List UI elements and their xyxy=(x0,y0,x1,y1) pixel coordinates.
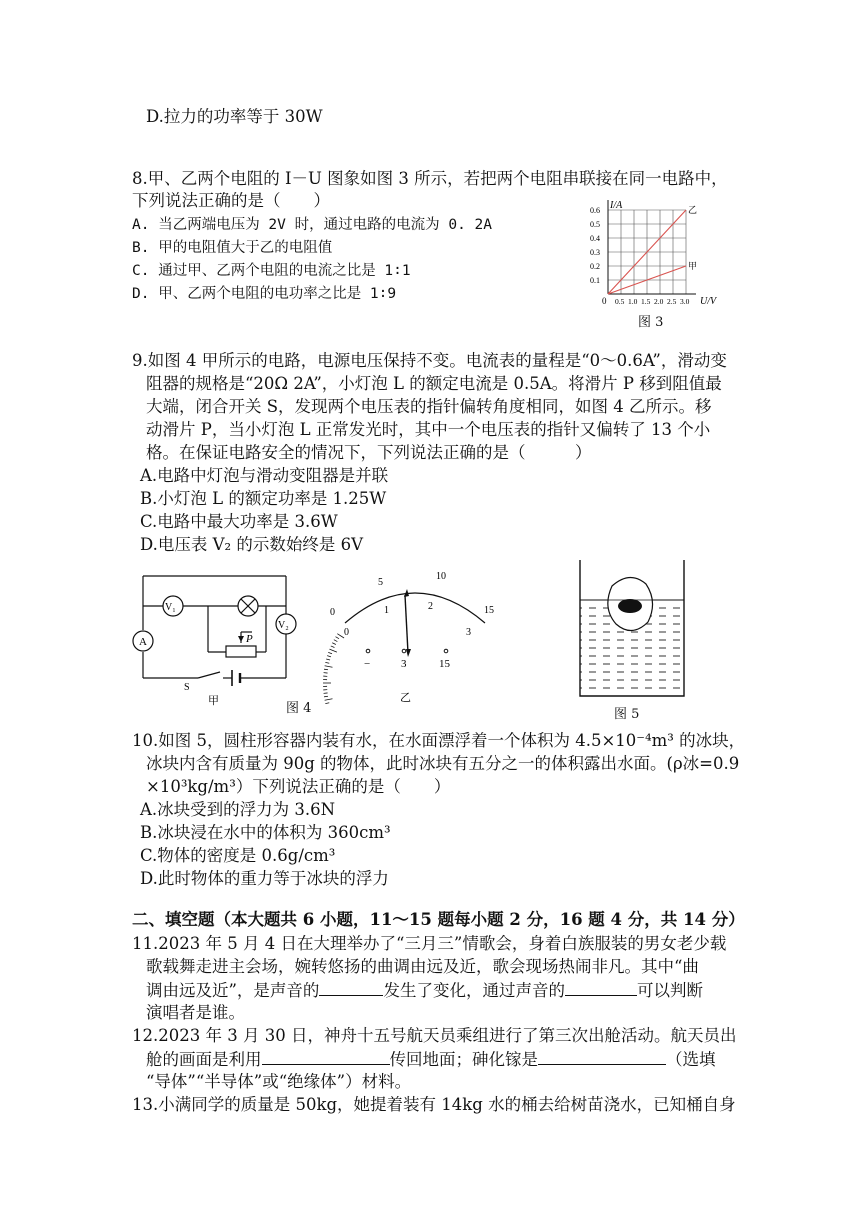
q8-stem-line1: 8.甲、乙两个电阻的 I－U 图象如图 3 所示，若把两个电阻串联接在同一电路中， xyxy=(132,169,728,188)
q12-blank-2[interactable] xyxy=(538,1048,666,1065)
q10-option-b: B.冰块浸在水中的体积为 360cm³ xyxy=(140,823,391,842)
q8-option-b: B. 甲的电阻值大于乙的电阻值 xyxy=(132,240,333,256)
f3-series-label: 乙 xyxy=(688,205,698,215)
figure-4-voltmeter-dial xyxy=(320,565,510,705)
q11-blank-2[interactable] xyxy=(565,979,637,996)
section-2-heading: 二、填空题（本大题共 6 小题，11～15 题每小题 2 分，16 题 4 分，共 14 分） xyxy=(132,910,745,929)
figure-3-caption: 图 3 xyxy=(638,315,664,330)
dial-tick xyxy=(326,659,330,660)
v1-label: V₁ xyxy=(165,602,176,613)
dial-inner-0: 0 xyxy=(344,627,349,638)
dial-inner-3: 3 xyxy=(466,627,471,638)
figure-5-container xyxy=(574,556,689,701)
q10-option-c: C.物体的密度是 0.6g/cm³ xyxy=(140,846,336,865)
dial-tick xyxy=(325,666,333,667)
q11-line4: 演唱者是谁。 xyxy=(146,1003,245,1022)
f3-xtick: 3.0 xyxy=(680,297,690,306)
q9-line1: 9.如图 4 甲所示的电路，电源电压保持不变。电流表的量程是“0～0.6A”，滑动变 xyxy=(132,351,727,370)
ammeter-label: A xyxy=(139,636,147,648)
dial-tick xyxy=(329,649,336,652)
q12-line2 xyxy=(146,1048,716,1071)
q12-line1: 12.2023 年 3 月 30 日，神舟十五号航天员乘组进行了第三次出舱活动。航天员出 xyxy=(132,1026,737,1045)
figure-3-iu-graph xyxy=(588,196,728,326)
q9-option-c: C.电路中最大功率是 3.6W xyxy=(140,512,338,531)
dial-tick xyxy=(325,662,329,663)
f3-ytick: 0.1 xyxy=(590,276,600,285)
dial-outer-15: 15 xyxy=(484,605,494,616)
terminal-15: 15 xyxy=(439,658,450,670)
q9-line5: 格。在保证电路安全的情况下，下列说法正确的是（ ） xyxy=(146,443,592,462)
dial-tick xyxy=(324,696,328,697)
dial-tick xyxy=(336,637,339,639)
q10-line3: ×10³kg/m³）下列说法正确的是（ ） xyxy=(146,777,451,796)
f3-ytick: 0.3 xyxy=(590,248,600,257)
q12-text-a: 舱的画面是利用 xyxy=(146,1050,262,1069)
f3-ylabel: I/A xyxy=(610,200,623,211)
f3-series-label: 甲 xyxy=(688,261,698,271)
figure-4-circuit xyxy=(128,568,313,708)
dial-tick xyxy=(332,643,336,645)
q9-option-b: B.小灯泡 L 的额定功率是 1.25W xyxy=(140,489,387,508)
q11-blank-1[interactable] xyxy=(319,979,383,996)
q10-option-a: A.冰块受到的浮力为 3.6N xyxy=(140,800,336,819)
q12-line3: “导体”“半导体”或“绝缘体”）材料。 xyxy=(146,1072,412,1091)
figure-5-caption: 图 5 xyxy=(614,707,640,722)
q11-text-c: 可以判断 xyxy=(636,981,703,1000)
figure-4-yi-label: 乙 xyxy=(400,692,411,704)
q12-blank-1[interactable] xyxy=(262,1048,390,1065)
f3-xlabel: U/V xyxy=(700,296,717,307)
f3-ytick: 0.6 xyxy=(590,206,600,215)
q9-option-d: D.电压表 V₂ 的示数始终是 6V xyxy=(140,535,364,554)
q9-line2: 阻器的规格是“20Ω 2A”，小灯泡 L 的额定电流是 0.5A。将滑片 P 移到阻值最 xyxy=(146,374,722,393)
dial-tick xyxy=(325,699,333,700)
q8-option-a: A. 当乙两端电压为 2V 时，通过电路的电流为 0. 2A xyxy=(132,217,492,233)
dial-inner-2: 2 xyxy=(428,601,433,612)
q10-line2: 冰块内含有质量为 90g 的物体，此时冰块有五分之一的体积露出水面。(ρ冰=0.9 xyxy=(146,754,740,773)
q11-line2: 歌载舞走进主会场，婉转悠扬的曲调由远及近，歌会现场热闹非凡。其中“曲 xyxy=(146,957,699,976)
q10-option-d: D.此时物体的重力等于冰块的浮力 xyxy=(140,869,389,888)
f3-ytick: 0.4 xyxy=(590,234,600,243)
dial-inner-1: 1 xyxy=(384,605,389,616)
q12-text-c: （选填 xyxy=(666,1050,716,1069)
dial-tick xyxy=(327,656,331,657)
q12-text-b: 传回地面；砷化镓是 xyxy=(389,1050,538,1069)
dial-outer-5: 5 xyxy=(378,577,383,588)
f3-xtick: 0.5 xyxy=(615,297,625,306)
f3-xtick: 2.0 xyxy=(654,297,664,306)
q8-option-d: D. 甲、乙两个电阻的电功率之比是 1∶9 xyxy=(132,286,397,302)
dial-outer-0: 0 xyxy=(330,607,335,618)
terminal-minus: − xyxy=(364,658,371,670)
dial-tick xyxy=(331,646,335,648)
q11-text-a: 调由远及近”，是声音的 xyxy=(146,981,320,1000)
q8-stem-line2: 下列说法正确的是（ ） xyxy=(132,191,330,210)
switch-s-label: S xyxy=(184,682,190,693)
dial-tick xyxy=(328,652,332,653)
q8-option-c: C. 通过甲、乙两个电阻的电流之比是 1∶1 xyxy=(132,263,411,279)
object-in-ice xyxy=(618,599,642,613)
f3-xtick: 1.0 xyxy=(628,297,638,306)
dial-tick xyxy=(324,669,328,670)
slider-p-label: P xyxy=(246,633,253,645)
q9-line3: 大端，闭合开关 S，发现两个电压表的指针偏转角度相同，如图 4 乙所示。移 xyxy=(146,397,712,416)
figure-4-jia-label: 甲 xyxy=(208,695,219,707)
figure-4-caption: 图 4 xyxy=(286,701,312,716)
q9-line4: 动滑片 P，当小灯泡 L 正常发光时，其中一个电压表的指针又偏转了 13 个小 xyxy=(146,420,711,439)
q9-option-a: A.电路中灯泡与滑动变阻器是并联 xyxy=(140,466,389,485)
dial-tick xyxy=(325,703,329,704)
q10-line1: 10.如图 5，圆柱形容器内装有水，在水面漂浮着一个体积为 4.5×10⁻⁴m³ 的冰块， xyxy=(132,731,746,750)
q7-option-d: D.拉力的功率等于 30W xyxy=(146,107,323,126)
dial-outer-10: 10 xyxy=(436,571,446,582)
f3-ytick: 0.2 xyxy=(590,262,600,271)
q11-line1: 11.2023 年 5 月 4 日在大理举办了“三月三”情歌会，身着白族服装的男女老少载 xyxy=(132,934,727,953)
terminal-3: 3 xyxy=(401,658,407,670)
dial-tick xyxy=(334,640,338,642)
f3-xtick: 1.5 xyxy=(641,297,651,306)
q11-text-b: 发生了变化，通过声音的 xyxy=(383,981,565,1000)
v2-label: V₂ xyxy=(278,620,289,631)
f3-origin: 0 xyxy=(602,296,607,306)
f3-xtick: 2.5 xyxy=(667,297,677,306)
q13-line1: 13.小满同学的质量是 50kg，她提着装有 14kg 水的桶去给树苗浇水，已知桶自身 xyxy=(132,1095,736,1114)
f3-ytick: 0.5 xyxy=(590,220,600,229)
q11-line3 xyxy=(146,979,703,1002)
